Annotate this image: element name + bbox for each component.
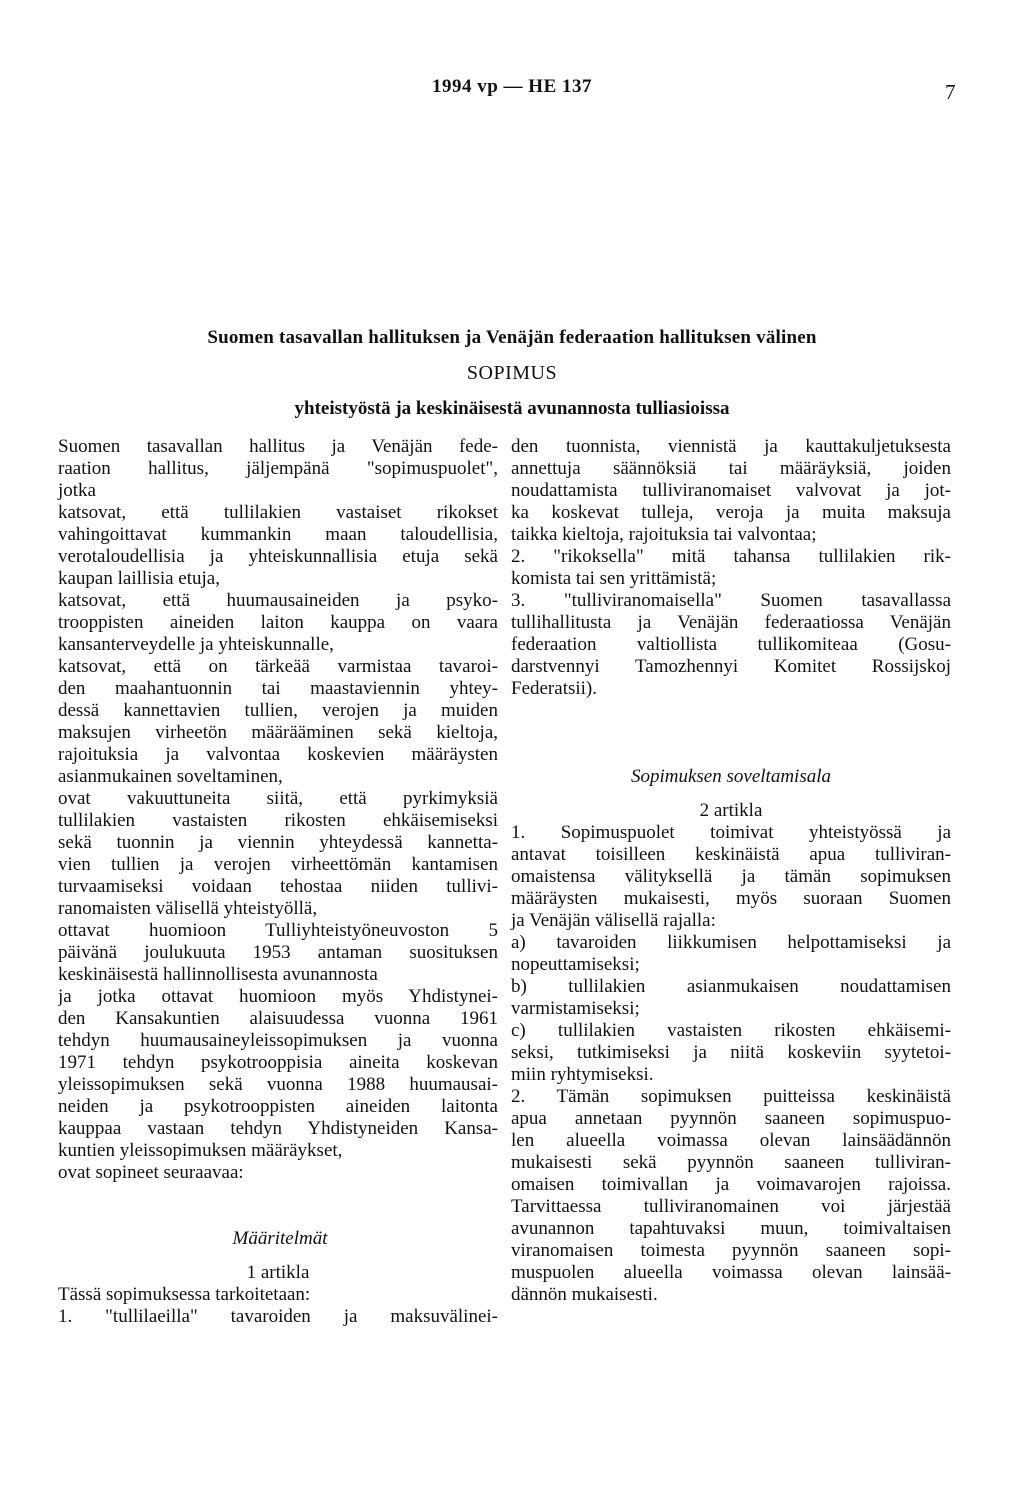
text-line: ovat vakuuttuneita siitä, että pyrkimyksiä	[58, 788, 498, 809]
text-line: rajoituksia ja valvontaa koskevien määräysten	[58, 744, 498, 765]
text-line: verotaloudellisia ja yhteiskunnallisia etuja sekä	[58, 546, 498, 567]
text-line: kauppaa vastaan tehdyn Yhdistyneiden Kansa-	[58, 1118, 498, 1139]
text-line: ja jotka ottavat huomioon myös Yhdistynei-	[58, 986, 498, 1007]
text-line: tullilakien vastaisten rikosten ehkäisemiseksi	[58, 810, 498, 831]
text-line: 1971 tehdyn psykotrooppisia aineita koskevan	[58, 1052, 498, 1073]
article-2-text	[511, 822, 951, 1306]
text-line: vien tullien ja verojen virheettömän kantamisen	[58, 854, 498, 875]
text-line: ja Venäjän välisellä rajalla:	[511, 910, 716, 931]
text-line: trooppisten aineiden laiton kauppa on vaara	[58, 612, 498, 633]
document-title-line1: Suomen tasavallan hallituksen ja Venäjän federaation hallituksen välinen	[207, 327, 817, 348]
text-line: 1. "tullilaeilla" tavaroiden ja maksuvälinei-	[58, 1306, 498, 1327]
text-line: annettuja säännöksiä tai määräyksiä, joiden	[511, 458, 951, 479]
text-line: dessä kannettavien tullien, verojen ja muiden	[58, 700, 498, 721]
running-head: 1994 vp — HE 137	[431, 76, 593, 97]
text-line: taikka kieltoja, rajoituksia tai valvontaa;	[511, 524, 817, 545]
text-line: katsovat, että on tärkeää varmistaa tavaroi-	[58, 656, 498, 677]
text-line: Tarvittaessa tulliviranomainen voi järjestää	[511, 1196, 951, 1217]
text-line: federaation valtiollista tullikomiteaa (Gosu-	[511, 634, 951, 655]
text-line: sekä tuonnin ja viennin yhteydessä kannetta-	[58, 832, 498, 853]
text-line: maksujen virheetön määrääminen sekä kieltoja,	[58, 722, 498, 743]
text-line: dännön mukaisesti.	[511, 1284, 658, 1305]
article-2-heading: 2 artikla	[699, 800, 763, 821]
text-line: darstvennyi Tamozhennyi Komitet Rossijskoj	[511, 656, 951, 677]
text-line: nopeuttamiseksi;	[511, 954, 640, 975]
article-1-heading: 1 artikla	[246, 1262, 310, 1283]
left-column	[58, 436, 498, 1328]
text-line: ka koskevat tulleja, veroja ja muita maksuja	[511, 502, 951, 523]
text-line: omaisen toimivallan ja voimavarojen rajoissa.	[511, 1174, 951, 1195]
text-line: b) tullilakien asianmukaisen noudattamisen	[511, 976, 951, 997]
document-title-line2: SOPIMUS	[466, 362, 558, 384]
text-line: komista tai sen yrittämistä;	[511, 568, 717, 589]
text-line: turvaamiseksi voidaan tehostaa niiden tullivi-	[58, 876, 498, 897]
text-line: asianmukainen soveltaminen,	[58, 766, 283, 787]
text-line: neiden ja psykotrooppisten aineiden laitonta	[58, 1096, 498, 1117]
text-line: määräysten mukaisesti, myös suoraan Suomen	[511, 888, 951, 909]
text-line: ottavat huomioon Tulliyhteistyöneuvoston 5	[58, 920, 498, 941]
text-line: len alueella voimassa olevan lainsäädännön	[511, 1130, 951, 1151]
text-line: seksi, tutkimiseksi ja niitä koskeviin syytetoi-	[511, 1042, 951, 1063]
text-line: avunannon tapahtuvaksi muun, toimivaltaisen	[511, 1218, 951, 1239]
page-number: 7	[945, 80, 956, 104]
text-line: mukaisesti sekä pyynnön saaneen tulliviran-	[511, 1152, 951, 1173]
text-line: tullihallitusta ja Venäjän federaatiossa Venäjän	[511, 612, 951, 633]
text-line: ranomaisten välisellä yhteistyöllä,	[58, 898, 318, 919]
text-line: päivänä joulukuuta 1953 antaman suosituksen	[58, 942, 498, 963]
text-line: viranomaisen toimesta pyynnön saaneen sopi-	[511, 1240, 951, 1261]
text-line: Suomen tasavallan hallitus ja Venäjän fede-	[58, 436, 498, 457]
text-line: jotka	[58, 480, 96, 501]
text-line: raation hallitus, jäljempänä "sopimuspuolet",	[58, 458, 498, 479]
text-line: apua annetaan pyynnön saaneen sopimuspuo-	[511, 1108, 951, 1129]
text-line: kansanterveydelle ja yhteiskunnalle,	[58, 634, 334, 655]
text-line: den Kansakuntien alaisuudessa vuonna 1961	[58, 1008, 498, 1029]
text-line: omaistensa välityksellä ja tämän sopimuksen	[511, 866, 951, 887]
running-header	[0, 76, 1024, 106]
right-column	[511, 436, 951, 1306]
text-line: Tässä sopimuksessa tarkoitetaan:	[58, 1284, 311, 1305]
text-line: kaupan laillisia etuja,	[58, 568, 220, 589]
text-line: katsovat, että huumausaineiden ja psyko-	[58, 590, 498, 611]
text-line: antavat toisilleen keskinäistä apua tulliviran-	[511, 844, 951, 865]
text-line: miin ryhtymiseksi.	[511, 1064, 654, 1085]
text-line: muspuolen alueella voimassa olevan lainsää-	[511, 1262, 951, 1283]
text-line: tehdyn huumausaineyleissopimuksen ja vuonna	[58, 1030, 498, 1051]
definitions-continued-text	[511, 436, 951, 700]
text-line: keskinäisestä hallinnollisesta avunannosta	[58, 964, 378, 985]
text-line: kuntien yleissopimuksen määräykset,	[58, 1140, 343, 1161]
text-line: 2. "rikoksella" mitä tahansa tullilakien rik-	[511, 546, 951, 567]
document-title-line3: yhteistyöstä ja keskinäisestä avunannosta tulliasioissa	[294, 398, 730, 419]
text-line: c) tullilakien vastaisten rikosten ehkäisemi-	[511, 1020, 951, 1041]
text-line: yleissopimuksen sekä vuonna 1988 huumausai-	[58, 1074, 498, 1095]
text-line: 1. Sopimuspuolet toimivat yhteistyössä ja	[511, 822, 951, 843]
text-line: 3. "tulliviranomaisella" Suomen tasavallassa	[511, 590, 951, 611]
section-heading-definitions: Määritelmät	[232, 1228, 328, 1249]
text-line: 2. Tämän sopimuksen puitteissa keskinäistä	[511, 1086, 951, 1107]
text-line: varmistamiseksi;	[511, 998, 640, 1019]
text-line: den maahantuonnin tai maastaviennin yhtey-	[58, 678, 498, 699]
text-line: vahingoittavat kummankin maan taloudellisia,	[58, 524, 498, 545]
article-1-text	[58, 1284, 498, 1328]
text-line: Federatsii).	[511, 678, 598, 699]
text-line: den tuonnista, viennistä ja kauttakuljetuksesta	[511, 436, 951, 457]
text-line: noudattamista tulliviranomaiset valvovat ja jot-	[511, 480, 951, 501]
section-heading-scope: Sopimuksen soveltamisala	[630, 766, 831, 787]
preamble-text	[58, 436, 498, 1184]
text-line: ovat sopineet seuraavaa:	[58, 1162, 244, 1183]
text-line: katsovat, että tullilakien vastaiset rikokset	[58, 502, 498, 523]
text-line: a) tavaroiden liikkumisen helpottamiseksi ja	[511, 932, 951, 953]
